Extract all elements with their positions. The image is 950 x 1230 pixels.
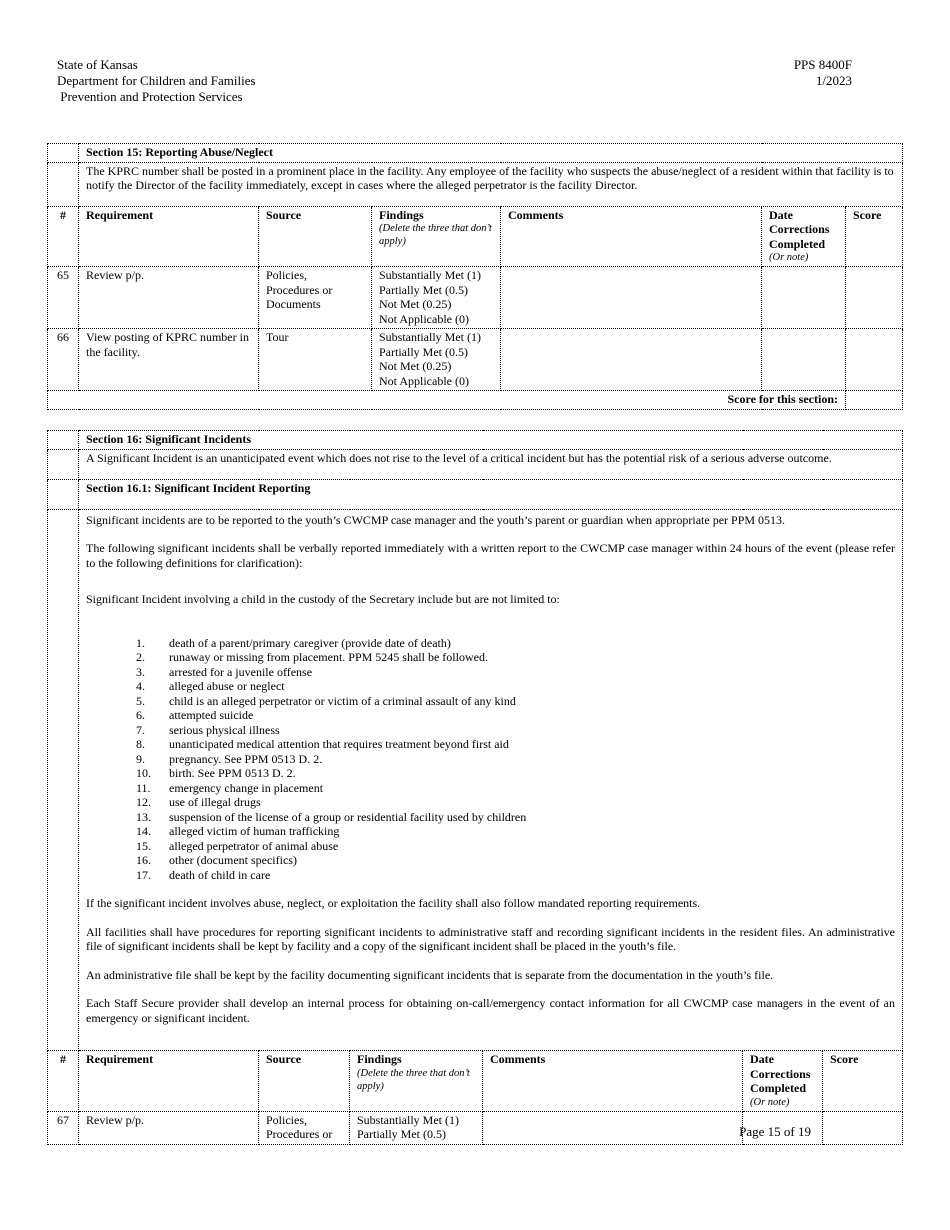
col-date-corrections: Date Corrections Completed (Or note): [762, 206, 846, 267]
col-num: #: [48, 1051, 79, 1112]
paragraph: The following significant incidents shall be verbally reported immediately with a written report to the CWCMP case manager within 24 hours of the event (please refer to the following definitions for clarification):: [86, 541, 896, 570]
table-row: 65 Review p/p. Policies, Procedures or Documents Substantially Met (1) Partially Met (0.5) Not Met (0.25) Not Applicable (0): [48, 267, 903, 329]
agency-state: State of Kansas: [57, 57, 138, 72]
paragraph: An administrative file shall be kept by the facility documenting significant incidents that is separate from the documentation in the youth’s file.: [86, 967, 774, 982]
section-score-cell[interactable]: [846, 391, 903, 410]
source-cell: Policies, Procedures or Documents: [259, 267, 372, 329]
list-item: 14. alleged victim of human trafficking: [136, 824, 340, 838]
list-item: 1. death of a parent/primary caregiver (provide date of death): [136, 635, 451, 650]
section-15-intro: The KPRC number shall be posted in a prominent place in the facility. Any employee of the facility who suspects the abuse/neglect of a resident within that facility is to notify the Director of the facility immediately, except in cases where the alleged perpetrator is the facility Director.: [79, 162, 903, 206]
header-left: [57, 57, 256, 105]
col-num: #: [48, 206, 79, 267]
section-16-1-title: Section 16.1: Significant Incident Reporting: [79, 479, 903, 509]
col-requirement: Requirement: [79, 1051, 259, 1112]
score-cell[interactable]: [846, 329, 903, 391]
section-16-table: [47, 430, 903, 1145]
findings-note: (Delete the three that don’t apply): [379, 223, 492, 247]
col-source: Source: [259, 206, 372, 267]
paragraph: Significant incidents are to be reported to the youth’s CWCMP case manager and the youth’s parent or guardian when appropriate per PPM 0513.: [86, 512, 786, 527]
section-15-title: Section 15: Reporting Abuse/Neglect: [79, 144, 903, 163]
findings-cell: Substantially Met (1) Partially Met (0.5) Not Met (0.25) Not Applicable (0): [372, 267, 501, 329]
date-cell[interactable]: [762, 329, 846, 391]
findings-cell: Substantially Met (1) Partially Met (0.5): [350, 1111, 483, 1144]
comments-cell[interactable]: [483, 1111, 743, 1144]
requirement-cell: View posting of KPRC number in the facility.: [79, 329, 259, 391]
table-row: 67 Review p/p. Policies, Procedures or Substantially Met (1) Partially Met (0.5): [48, 1111, 903, 1144]
table-row: 66 View posting of KPRC number in the facility. Tour Substantially Met (1) Partially Met (0.5) Not Met (0.25) Not Applicable (0): [48, 329, 903, 391]
list-item: 7. serious physical illness: [136, 722, 280, 737]
col-requirement: Requirement: [79, 206, 259, 267]
date-cell[interactable]: [762, 267, 846, 329]
col-comments: Comments: [501, 206, 762, 267]
source-cell: Tour: [259, 329, 372, 391]
requirement-cell: Review p/p.: [79, 1111, 259, 1144]
form-date: 1/2023: [815, 73, 852, 88]
agency-department: Department for Children and Families: [57, 73, 256, 88]
list-item: 15. alleged perpetrator of animal abuse: [136, 838, 339, 853]
list-item: 3. arrested for a juvenile offense: [136, 664, 313, 679]
page-number: Page 15 of 19: [739, 1124, 811, 1139]
paragraph: Significant Incident involving a child in the custody of the Secretary include but are not limited to:: [86, 592, 560, 606]
list-item: 2. runaway or missing from placement. PPM 5245 shall be followed.: [136, 650, 488, 664]
list-item: 10. birth. See PPM 0513 D. 2.: [136, 766, 296, 780]
section-16-intro: A Significant Incident is an unanticipated event which does not rise to the level of a critical incident but has the potential risk of a serious adverse outcome.: [79, 449, 903, 479]
col-comments: Comments: [483, 1051, 743, 1112]
header-right: [794, 57, 852, 89]
col-findings: Findings (Delete the three that don’t apply): [372, 206, 501, 267]
list-item: 9. pregnancy. See PPM 0513 D. 2.: [136, 751, 323, 766]
findings-cell: Substantially Met (1) Partially Met (0.5) Not Met (0.25) Not Applicable (0): [372, 329, 501, 391]
section-score-label: Score for this section:: [48, 391, 846, 410]
incident-list: [86, 636, 895, 883]
list-item: 13. suspension of the license of a group or residential facility used by children: [136, 809, 527, 824]
col-findings: Findings (Delete the three that don’t apply): [350, 1051, 483, 1112]
comments-cell[interactable]: [501, 267, 762, 329]
list-item: 4. alleged abuse or neglect: [136, 679, 285, 693]
findings-note: (Delete the three that don’t apply): [357, 1067, 470, 1092]
list-item: 8. unanticipated medical attention that requires treatment beyond first aid: [136, 737, 509, 751]
paragraph: If the significant incident involves abuse, neglect, or exploitation the facility shall also follow mandated reporting requirements.: [86, 896, 701, 910]
list-item: 5. child is an alleged perpetrator or victim of a criminal assault of any kind: [136, 693, 516, 708]
source-cell: Policies, Procedures or: [259, 1111, 350, 1144]
section-16-title: Section 16: Significant Incidents: [79, 431, 903, 450]
section-15-table: [47, 143, 903, 410]
form-id: PPS 8400F: [793, 57, 852, 72]
score-cell[interactable]: [823, 1111, 903, 1144]
list-item: 6. attempted suicide: [136, 708, 254, 722]
paragraph: All facilities shall have procedures for reporting significant incidents to administrative staff and recording significant incidents in the resident files. An administrative file of significant incidents shall be kept by facility and a copy of the significant incident shall be placed in the youth’s file.: [86, 924, 896, 953]
list-item: 17. death of child in care: [136, 867, 271, 882]
col-score: Score: [846, 206, 903, 267]
section-16-body: [79, 509, 903, 1051]
col-source: Source: [259, 1051, 350, 1112]
agency-division: Prevention and Protection Services: [57, 89, 243, 104]
requirement-cell: Review p/p.: [79, 267, 259, 329]
col-date-corrections: Date Corrections Completed (Or note): [743, 1051, 823, 1112]
col-score: Score: [823, 1051, 903, 1112]
score-cell[interactable]: [846, 267, 903, 329]
comments-cell[interactable]: [501, 329, 762, 391]
list-item: 11. emergency change in placement: [136, 780, 324, 795]
paragraph: Each Staff Secure provider shall develop an internal process for obtaining on-call/emergency contact information for all CWCMP case managers in the event of an emergency or significant incident.: [86, 996, 896, 1025]
list-item: 16. other (document specifics): [136, 853, 297, 867]
list-item: 12. use of illegal drugs: [136, 795, 261, 809]
